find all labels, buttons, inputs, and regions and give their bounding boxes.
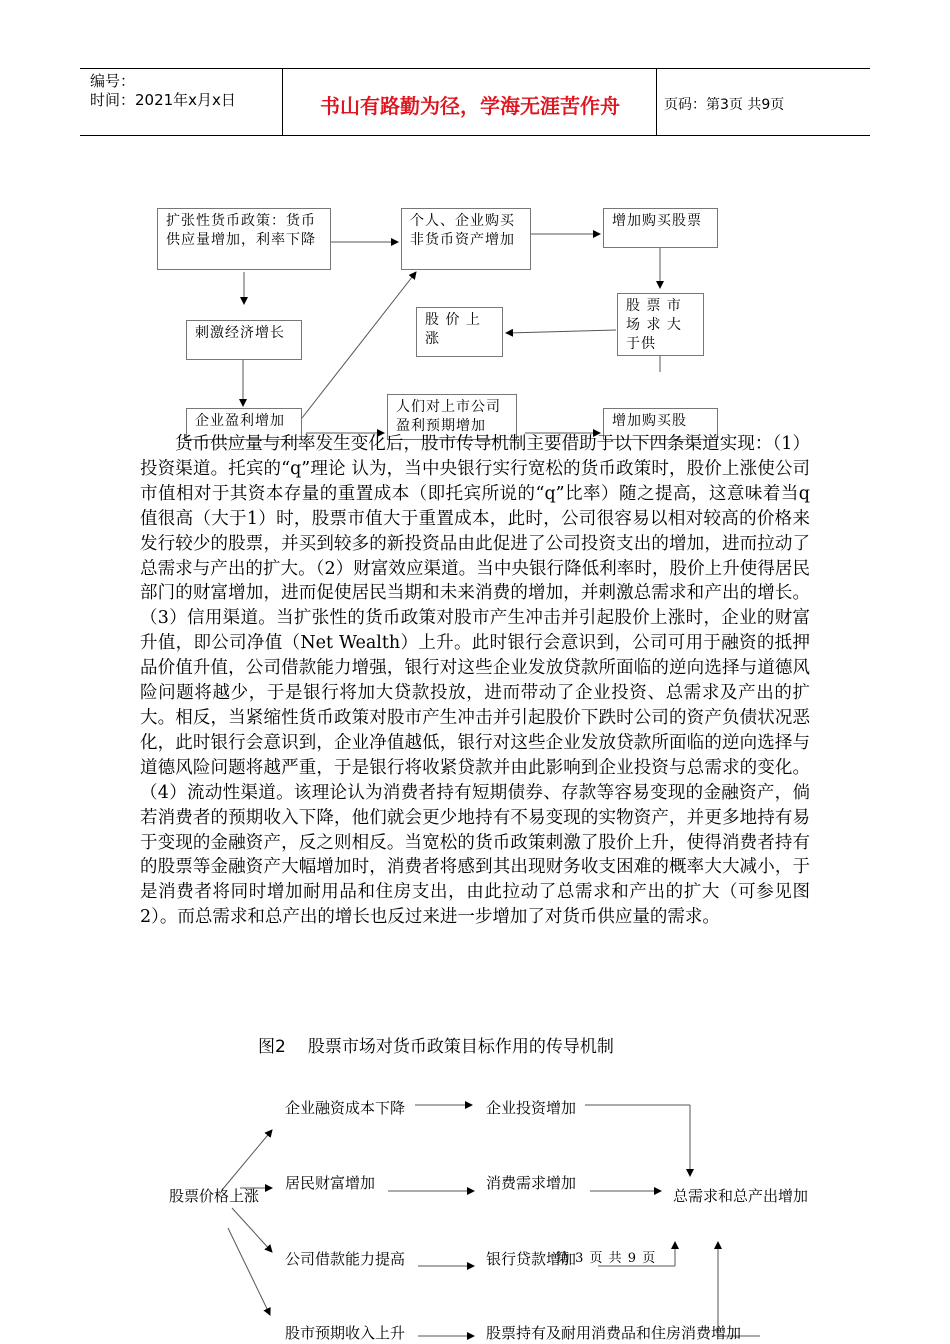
- node-aggregate-up: 总需求和总产出增加: [673, 1187, 809, 1205]
- box-stock-price-rise: 股 价 上涨: [416, 307, 503, 357]
- box-buy-nonmonetary-assets: 个人、企业购买非货币资产增加: [401, 208, 531, 270]
- body-paragraph: 货币供应量与利率发生变化后，股市传导机制主要借助于以下四条渠道实现：（1）投资渠道。托宾的“q”理论 认为，当中央银行实行宽松的货币政策时，股价上涨使公司市值相对于其资本存量的重置成本（即托宾所说的“q”比率）随之提高，这意味着当q值很高（大于1）时，股票市值大于重置成本，此时，公司很容易以相对较高的价格来发行较少的股票，并买到较多的新投资品由此促进了公司投资支出的增加，进而拉动了总需求与产出的扩大。（2）财富效应渠道。当中央银行降低利率时，股价上升使得居民部门的财富增加，进而促使居民当期和未来消费的增加，并刺激总需求和产出的增长。（3）信用渠道。当扩张性的货币政策对股市产生冲击并引起股价上涨时，企业的财富升值，即公司净值（Net Wealth）上升。此时银行会意识到，公司可用于融资的抵押品价值升值，公司借款能力增强，银行对这些企业发放贷款所面临的逆向选择与道德风险问题将越少，于是银行将加大贷款投放，进而带动了企业投资、总需求及产出的扩大。相反，当紧缩性货币政策对股市产生冲击并引起股价下跌时公司的资产负债状况恶化，此时银行会意识到，企业净值越低，银行对这些企业发放贷款所面临的逆向选择与道德风险问题将越严重，于是银行将收紧贷款并由此影响到企业投资与总需求的变化。（4）流动性渠道。该理论认为消费者持有短期债券、存款等容易变现的金融资产，倘若消费者的预期收入下降，他们就会更少地持有不易变现的实物资产，并更多地持有易于变现的金融资产，反之则相反。当宽松的货币政策刺激了股价上升，使得消费者持有的股票等金融资产大幅增加时，消费者将感到其出现财务收支困难的概率大大减小，于是消费者将同时增加耐用品和住房支出，由此拉动了总需求和产出的扩大（可参见图2）。而总需求和总产出的增长也反过来进一步增加了对货币供应量的需求。: [140, 434, 810, 928]
- node-income-expectation-up: 股市预期收入上升: [285, 1324, 406, 1342]
- box-demand-exceeds-supply: 股 票 市场 求 大于供: [617, 293, 704, 356]
- header-motto: 书山有路勤为径，学海无涯苦作舟: [320, 94, 620, 118]
- node-financing-cost-down: 企业融资成本下降: [285, 1099, 406, 1117]
- node-investment-up: 企业投资增加: [486, 1099, 577, 1117]
- figure2-title: [258, 1032, 614, 1057]
- figure2-caption: 股票市场对货币政策目标作用的传导机制: [307, 1037, 614, 1057]
- node-borrowing-capacity-up: 公司借款能力提高: [285, 1250, 406, 1268]
- node-holdings-up: 股票持有及耐用消费品和住房消费增加: [486, 1324, 742, 1342]
- node-bank-loans-up: 银行贷款增加: [486, 1250, 577, 1268]
- header-time-label: 时间：2021年x月x日: [90, 91, 236, 109]
- node-consumption-up: 消费需求增加: [486, 1174, 577, 1192]
- footer-page-number: 第 3 页 共 9 页: [556, 1251, 657, 1266]
- node-household-wealth-up: 居民财富增加: [285, 1174, 376, 1192]
- box-buy-stocks-top: 增加购买股票: [603, 208, 718, 248]
- box-buy-stocks-bottom: 增加购买股: [603, 408, 718, 440]
- figure2-number: 图2: [258, 1037, 286, 1057]
- figure2-connectors: [222, 1105, 760, 1336]
- box-public-expectation: 人们对上市公司盈利预期增加: [387, 394, 517, 440]
- box-stimulate-growth: 刺激经济增长: [186, 320, 302, 360]
- header-number-label: 编号：: [90, 72, 136, 90]
- node-stock-price-rise: 股票价格上涨: [169, 1187, 260, 1205]
- header-page-info: 页码：第3页 共9页: [664, 97, 785, 113]
- box-expansionary-policy: 扩张性货币政策：货币供应量增加，利率下降: [157, 208, 331, 270]
- box-profit-increase: 企业盈利增加: [186, 408, 302, 440]
